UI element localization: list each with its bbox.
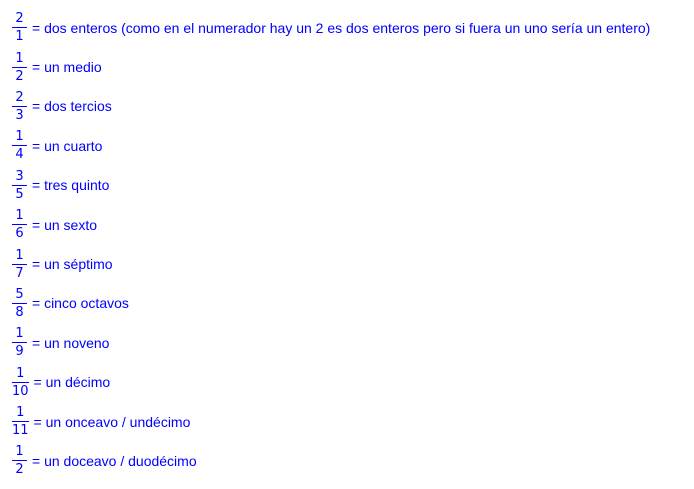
denominator: 11 — [12, 423, 29, 439]
fraction-name: = dos enteros (como en el numerador hay un 2 es dos enteros pero si fuera un uno sería un entero) — [32, 19, 651, 36]
numerator: 3 — [15, 168, 24, 184]
fraction-name: = un noveno — [32, 334, 110, 351]
fraction-row-2-1 — [10, 8, 690, 47]
fraction-row-1-11 — [10, 402, 690, 441]
numerator: 1 — [16, 365, 25, 381]
fraction-name: = dos tercios — [32, 98, 112, 115]
denominator: 9 — [15, 344, 24, 360]
fraction — [10, 90, 29, 123]
fraction-name: = un séptimo — [32, 256, 113, 273]
fraction-row-2-3 — [10, 87, 690, 126]
fraction — [10, 208, 29, 241]
denominator: 2 — [15, 462, 24, 478]
fraction-name: = un décimo — [33, 374, 111, 391]
fraction-row-1-2-duodecimo — [10, 441, 690, 480]
fraction — [10, 11, 29, 44]
fraction-row-1-7 — [10, 244, 690, 283]
fraction-name: = cinco octavos — [32, 295, 129, 312]
fraction-row-1-10 — [10, 363, 690, 402]
fraction-row-1-9 — [10, 323, 690, 362]
fraction-name: = un onceavo / undécimo — [33, 413, 191, 430]
fraction — [10, 51, 29, 84]
fraction — [10, 287, 29, 320]
numerator: 1 — [15, 129, 24, 145]
numerator: 5 — [15, 286, 24, 302]
fraction — [10, 326, 29, 359]
denominator: 2 — [15, 68, 24, 84]
numerator: 1 — [15, 444, 24, 460]
fraction-row-1-4 — [10, 126, 690, 165]
numerator: 1 — [16, 405, 25, 421]
numerator: 1 — [15, 326, 24, 342]
fraction-name: = un doceavo / duodécimo — [32, 452, 197, 469]
fraction — [10, 444, 29, 477]
denominator: 7 — [15, 265, 24, 281]
fraction-name: = un cuarto — [32, 137, 103, 154]
denominator: 3 — [15, 107, 24, 123]
fraction-row-1-6 — [10, 205, 690, 244]
fraction-row-1-2 — [10, 47, 690, 86]
denominator: 10 — [12, 383, 29, 399]
fraction-row-5-8 — [10, 284, 690, 323]
denominator: 8 — [15, 304, 24, 320]
fraction-name: = un medio — [32, 59, 102, 76]
denominator: 6 — [15, 226, 24, 242]
fraction-name: = tres quinto — [32, 177, 110, 194]
numerator: 2 — [15, 11, 24, 27]
fraction-name: = un sexto — [32, 216, 97, 233]
numerator: 1 — [15, 50, 24, 66]
fraction — [10, 129, 29, 162]
fraction — [10, 366, 31, 399]
denominator: 4 — [15, 147, 24, 163]
numerator: 1 — [15, 247, 24, 263]
fraction — [10, 248, 29, 281]
denominator: 5 — [15, 186, 24, 202]
fraction-row-3-5 — [10, 166, 690, 205]
fraction — [10, 169, 29, 202]
fraction-list — [10, 8, 690, 481]
numerator: 2 — [15, 89, 24, 105]
denominator: 1 — [15, 29, 24, 45]
fraction — [10, 405, 31, 438]
numerator: 1 — [15, 208, 24, 224]
